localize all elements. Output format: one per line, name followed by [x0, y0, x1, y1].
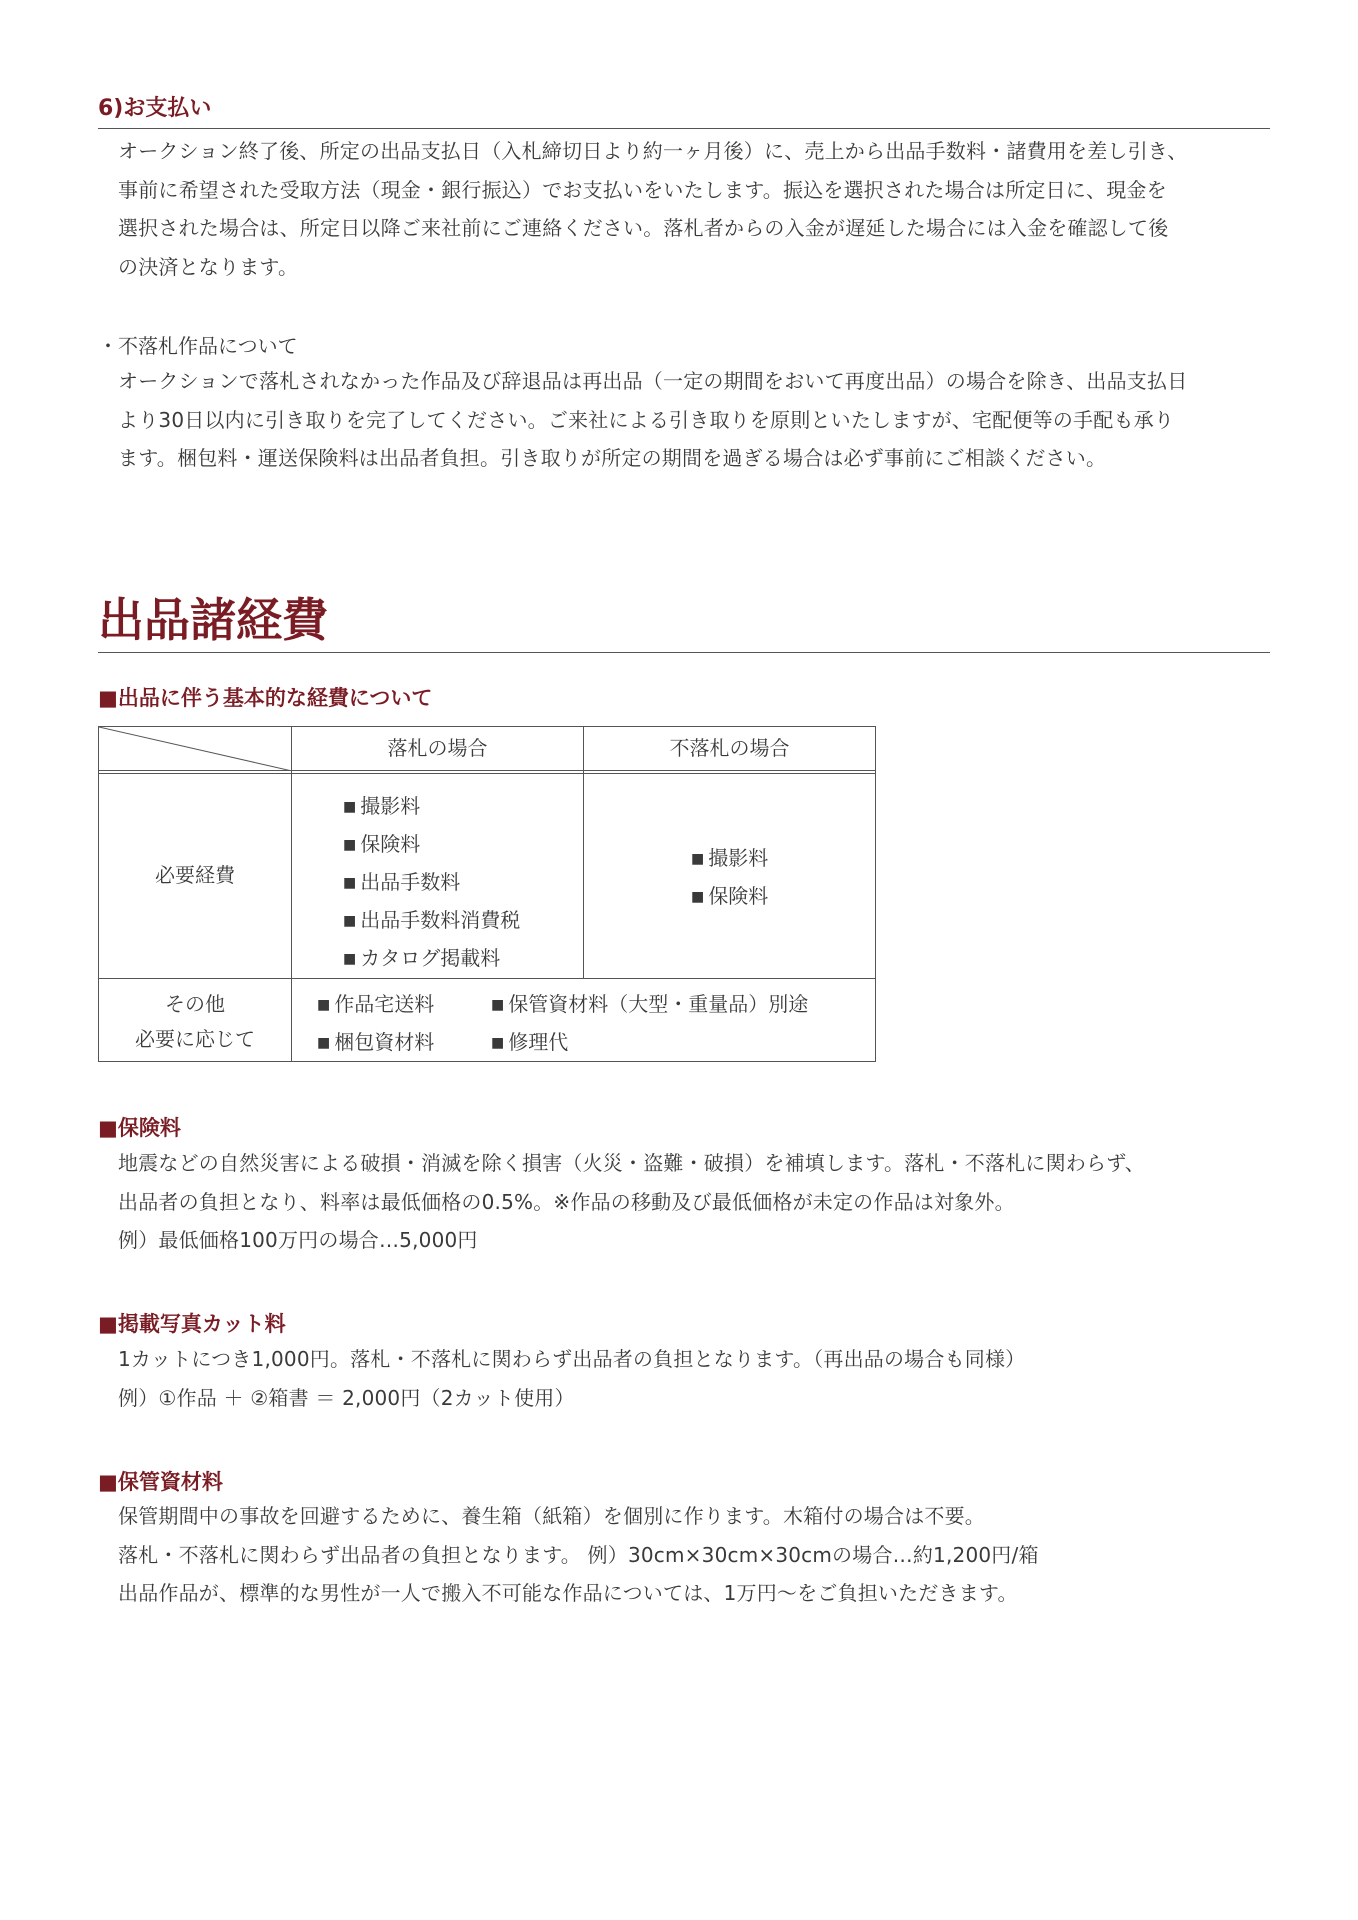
- storage-line: 落札・不落札に関わらず出品者の負担となります。 例）30cm×30cm×30cmの場合…約1,200円/箱: [118, 1542, 1039, 1567]
- page-title: 出品諸経費: [98, 592, 1270, 653]
- diagonal-line: [99, 727, 292, 771]
- insurance-paragraph: [118, 1144, 1278, 1260]
- payment-paragraph: [118, 132, 1278, 286]
- row-label-other: [99, 987, 291, 1057]
- unsold-line: ます。梱包料・運送保険料は出品者負担。引き取りが所定の期間を過ぎる場合は必ず事前にご相談ください。: [118, 446, 1107, 470]
- unsold-line: オークションで落札されなかった作品及び辞退品は再出品（一定の期間をおいて再度出品）の場合を除き、出品支払日: [118, 369, 1188, 393]
- insurance-line: 例）最低価格100万円の場合…5,000円: [118, 1228, 478, 1252]
- sold-items-list: [343, 789, 520, 979]
- payment-line: 選択された場合は、所定日以降ご来社前にご連絡ください。落札者からの入金が遅延した場合には入金を確認して後: [118, 216, 1169, 240]
- row-label-required: 必要経費: [155, 863, 235, 887]
- list-item: ■ 保管資材料（大型・重量品）別途: [491, 987, 808, 1025]
- list-item: ■ 撮影料: [343, 789, 520, 827]
- storage-line: 出品作品が、標準的な男性が一人で搬入不可能な作品については、1万円〜をご負担いただきます。: [118, 1581, 1018, 1605]
- storage-heading: ■保管資材料: [98, 1470, 223, 1494]
- payment-line: 事前に希望された受取方法（現金・銀行振込）でお支払いをいたします。振込を選択された場合は所定日に、現金を: [118, 177, 1167, 202]
- list-item: ■ 撮影料: [691, 841, 768, 879]
- row-label-other-line1: その他: [165, 992, 225, 1016]
- photo-fee-line: 例）①作品 ＋ ②箱書 ＝ 2,000円（2カット使用）: [118, 1385, 575, 1410]
- photo-fee-heading: ■掲載写真カット料: [98, 1312, 286, 1336]
- unsold-heading: ・不落札作品について: [98, 334, 298, 358]
- insurance-heading: ■保険料: [98, 1116, 181, 1140]
- list-item: ■ 保険料: [691, 879, 768, 917]
- unsold-items-list: [691, 841, 768, 917]
- list-item: ■ 出品手数料消費税: [343, 903, 520, 941]
- payment-line: オークション終了後、所定の出品支払日（入札締切日より約一ヶ月後）に、売上から出品手数料・諸費用を差し引き、: [118, 139, 1188, 163]
- list-item: ■ カタログ掲載料: [343, 941, 520, 979]
- list-item: ■ 修理代: [491, 1025, 808, 1063]
- list-item: ■ 保険料: [343, 827, 520, 865]
- cost-table: [98, 726, 876, 1062]
- other-items-list-2: [491, 987, 808, 1063]
- header-unsold: 不落札の場合: [669, 736, 790, 760]
- payment-heading: 6)お支払い: [98, 94, 1270, 129]
- storage-paragraph: [118, 1497, 1278, 1613]
- list-item: ■ 出品手数料: [343, 865, 520, 903]
- photo-fee-line: 1カットにつき1,000円。落札・不落札に関わらず出品者の負担となります。（再出品の場合も同様）: [118, 1347, 1026, 1371]
- list-item: ■ 作品宅送料: [317, 987, 434, 1025]
- header-sold: 落札の場合: [387, 736, 488, 760]
- row-label-other-line2: 必要に応じて: [135, 1027, 255, 1051]
- insurance-line: 地震などの自然災害による破損・消滅を除く損害（火災・盗難・破損）を補填します。落札・不落札に関わらず、: [118, 1151, 1145, 1175]
- unsold-paragraph: [118, 362, 1278, 478]
- table-divider: [291, 727, 292, 1062]
- unsold-line: より30日以内に引き取りを完了してください。ご来社による引き取りを原則といたしますが、宅配便等の手配も承り: [118, 407, 1175, 432]
- table-header-divider: [99, 770, 875, 774]
- basic-costs-heading: ■出品に伴う基本的な経費について: [98, 686, 433, 710]
- photo-fee-paragraph: [118, 1340, 1278, 1417]
- storage-line: 保管期間中の事故を回避するために、養生箱（紙箱）を個別に作ります。木箱付の場合は不要。: [118, 1504, 985, 1528]
- list-item: ■ 梱包資材料: [317, 1025, 434, 1063]
- other-items-list-1: [317, 987, 434, 1063]
- payment-line: の決済となります。: [118, 254, 299, 279]
- insurance-line: 出品者の負担となり、料率は最低価格の0.5%。※作品の移動及び最低価格が未定の作品は対象外。: [118, 1189, 1015, 1214]
